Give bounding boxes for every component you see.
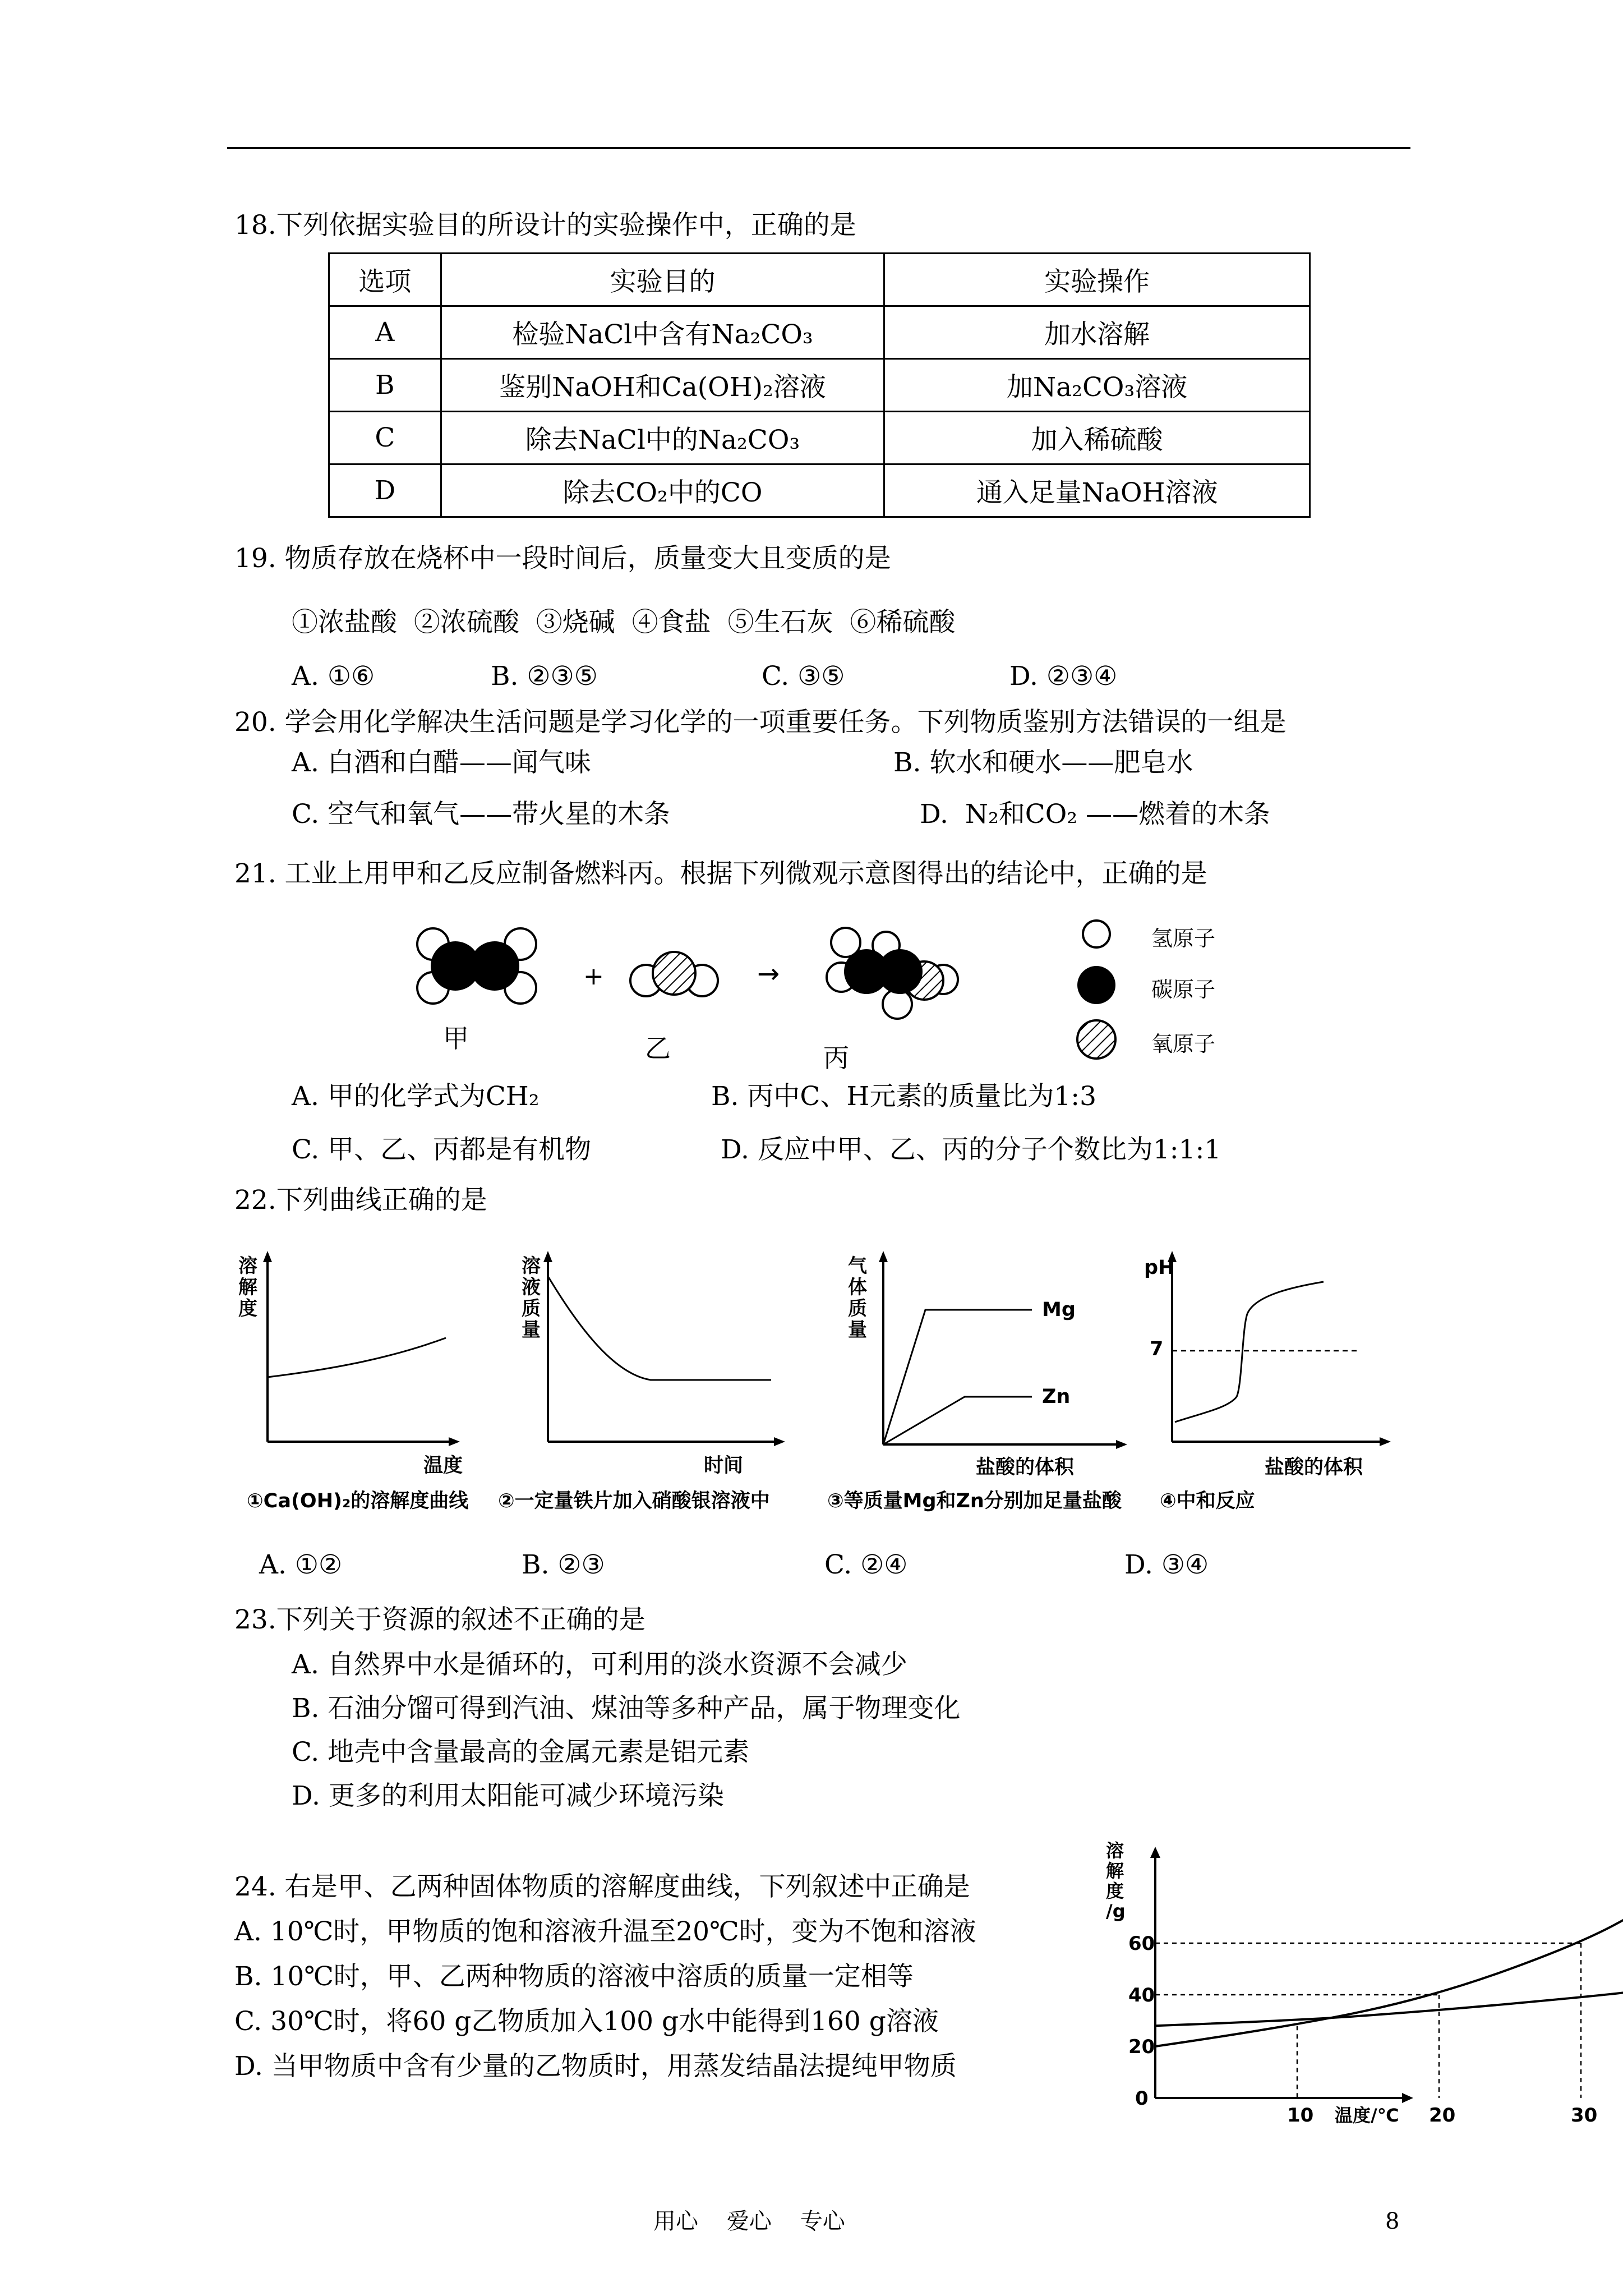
graph-2-xlabel: 时间 [704, 1455, 744, 1477]
graph-4-curve [1175, 1282, 1324, 1422]
q22-option-b: B. ②③ [522, 1549, 605, 1580]
origin-label: 0 [1135, 2087, 1149, 2110]
table-cell: 除去CO₂中的CO [441, 464, 884, 517]
graph-1 [268, 1257, 454, 1442]
graph-3-caption: ③等质量Mg和Zn分别加足量盐酸 [827, 1490, 1122, 1512]
graph-3-series-mg: Mg [1042, 1299, 1076, 1321]
q20-option-d: D. N₂和CO₂ ——燃着的木条 [920, 799, 1271, 830]
q19-option-b: B. ②③⑤ [491, 661, 598, 692]
graph-2-caption: ②一定量铁片加入硝酸银溶液中 [498, 1490, 770, 1512]
y-axis-label: /g [1106, 1901, 1126, 1922]
q21-option-d: D. 反应中甲、乙、丙的分子个数比为1:1:1 [721, 1134, 1221, 1165]
q23-option-d: D. 更多的利用太阳能可减少环境污染 [292, 1780, 724, 1811]
q21-option-a: A. 甲的化学式为CH₂ [292, 1081, 540, 1112]
graph-3-x-arrow-icon [1116, 1440, 1127, 1449]
table-cell: 加Na₂CO₃溶液 [884, 359, 1310, 412]
q24-option-a: A. 10℃时，甲物质的饱和溶液升温至20℃时，变为不饱和溶液 [234, 1916, 976, 1947]
q22-option-a: A. ①② [259, 1549, 343, 1580]
y-axis-label: 解 [1106, 1860, 1124, 1881]
q22-option-d: D. ③④ [1124, 1549, 1209, 1580]
page-number: 8 [1385, 2208, 1400, 2234]
table-header: 选项 [329, 254, 441, 306]
table-cell: B [329, 359, 441, 412]
graph-3-xlabel: 盐酸的体积 [976, 1456, 1075, 1479]
q19-option-d: D. ②③④ [1009, 661, 1118, 692]
graph-1-ylabel: 溶解度 [238, 1255, 257, 1320]
legend-carbon-label: 碳原子 [1151, 977, 1216, 1002]
graph-3-y-arrow-icon [879, 1251, 888, 1262]
y-axis-label: 度 [1106, 1880, 1124, 1902]
table-cell: 鉴别NaOH和Ca(OH)₂溶液 [441, 359, 884, 412]
table-cell: D [329, 464, 441, 517]
graph-2-ylabel: 溶液质量 [522, 1255, 541, 1341]
graph-3-series-zn: Zn [1042, 1386, 1071, 1408]
q23-option-c: C. 地壳中含量最高的金属元素是铝元素 [292, 1737, 750, 1768]
graph-4-xlabel: 盐酸的体积 [1265, 1456, 1363, 1479]
reaction-arrow: → [757, 958, 780, 990]
graph-2-curve [548, 1276, 771, 1380]
graph-4 [1172, 1257, 1385, 1442]
table-header: 实验操作 [884, 254, 1310, 306]
x-axis-label: 温度/℃ [1335, 2105, 1399, 2126]
table-cell: 加入稀硫酸 [884, 412, 1310, 464]
x-tick-label: 10 [1287, 2104, 1314, 2127]
graph-3-mg-line [883, 1310, 1032, 1444]
legend-oxygen-label: 氧原子 [1151, 1032, 1216, 1056]
q23-option-a: A. 自然界中水是循环的，可利用的淡水资源不会减少 [292, 1649, 907, 1680]
q20-option-b: B. 软水和硬水——肥皂水 [893, 747, 1193, 778]
q19-stem: 19. 物质存放在烧杯中一段时间后，质量变大且变质的是 [234, 543, 891, 574]
y-axis-arrow-icon [1150, 1847, 1160, 1858]
label-jia: 甲 [443, 1023, 469, 1053]
q22-stem: 22.下列曲线正确的是 [234, 1185, 487, 1216]
q20-option-a: A. 白酒和白醋——闻气味 [292, 747, 591, 778]
table-cell: C [329, 412, 441, 464]
graph-1-curve [268, 1338, 446, 1377]
graph-2 [548, 1257, 780, 1442]
graph-2-y-arrow-icon [543, 1251, 552, 1262]
q24-option-c: C. 30℃时，将60 g乙物质加入100 g水中能得到160 g溶液 [234, 2006, 939, 2037]
y-tick-label: 60 [1128, 1932, 1155, 1955]
graph-3-zn-line [883, 1397, 1032, 1444]
graph-1-xlabel: 温度 [423, 1455, 463, 1477]
table-cell: 检验NaCl中含有Na₂CO₃ [441, 306, 884, 359]
q21-stem: 21. 工业上用甲和乙反应制备燃料丙。根据下列微观示意图得出的结论中，正确的是 [234, 858, 1207, 889]
q19-items: ①浓盐酸 ②浓硫酸 ③烧碱 ④食盐 ⑤生石灰 ⑥稀硫酸 [292, 607, 956, 638]
x-axis-arrow-icon [1402, 2093, 1413, 2103]
q19-option-c: C. ③⑤ [762, 661, 845, 692]
plus-sign: + [583, 962, 604, 991]
graph-4-x-arrow-icon [1380, 1437, 1391, 1446]
q24-option-d: D. 当甲物质中含有少量的乙物质时，用蒸发结晶法提纯甲物质 [234, 2051, 957, 2082]
q23-stem: 23.下列关于资源的叙述不正确的是 [234, 1604, 645, 1635]
q20-option-c: C. 空气和氧气——带火星的木条 [292, 799, 671, 830]
q23-option-b: B. 石油分馏可得到汽油、煤油等多种产品，属于物理变化 [292, 1693, 961, 1724]
q24-option-b: B. 10℃时，甲、乙两种物质的溶液中溶质的质量一定相等 [234, 1961, 914, 1992]
table-header: 实验目的 [441, 254, 884, 306]
q22-option-c: C. ②④ [824, 1549, 908, 1580]
graph-1-y-arrow-icon [263, 1251, 272, 1262]
solubility-chart [1094, 1834, 1598, 2137]
table-cell: 通入足量NaOH溶液 [884, 464, 1310, 517]
label-yi: 乙 [645, 1033, 671, 1064]
x-tick-label: 30 [1571, 2104, 1598, 2127]
table-cell: 除去NaCl中的Na₂CO₃ [441, 412, 884, 464]
q21-option-c: C. 甲、乙、丙都是有机物 [292, 1134, 592, 1165]
y-tick-label: 20 [1128, 2036, 1155, 2058]
table-cell: A [329, 306, 441, 359]
q24-stem: 24. 右是甲、乙两种固体物质的溶解度曲线，下列叙述中正确是 [234, 1871, 970, 1902]
graph-4-ylabel: pH [1144, 1257, 1175, 1279]
legend-hydrogen-label: 氢原子 [1151, 926, 1216, 951]
graph-4-ref-label: 7 [1150, 1338, 1164, 1360]
graph-1-caption: ①Ca(OH)₂的溶解度曲线 [247, 1490, 469, 1512]
q20-stem: 20. 学会用化学解决生活问题是学习化学的一项重要任务。下列物质鉴别方法错误的一组是 [234, 707, 1287, 738]
series-line-jia [1155, 1904, 1623, 2046]
graph-4-caption: ④中和反应 [1160, 1490, 1255, 1512]
q18-stem: 18.下列依据实验目的所设计的实验操作中，正确的是 [234, 210, 856, 241]
graph-3-ylabel: 气体质量 [848, 1255, 867, 1341]
x-tick-label: 20 [1429, 2104, 1456, 2127]
graph-1-x-arrow-icon [449, 1437, 460, 1446]
graph-3 [883, 1257, 1122, 1444]
q19-option-a: A. ①⑥ [292, 661, 375, 692]
label-bing: 丙 [823, 1043, 849, 1073]
q21-option-b: B. 丙中C、H元素的质量比为1:3 [711, 1081, 1097, 1112]
footer-text: 用心 爱心 专心 [653, 2208, 845, 2234]
table-cell: 加水溶解 [884, 306, 1310, 359]
y-axis-label: 溶 [1106, 1840, 1124, 1861]
graph-2-x-arrow-icon [774, 1437, 785, 1446]
y-tick-label: 40 [1128, 1984, 1155, 2007]
